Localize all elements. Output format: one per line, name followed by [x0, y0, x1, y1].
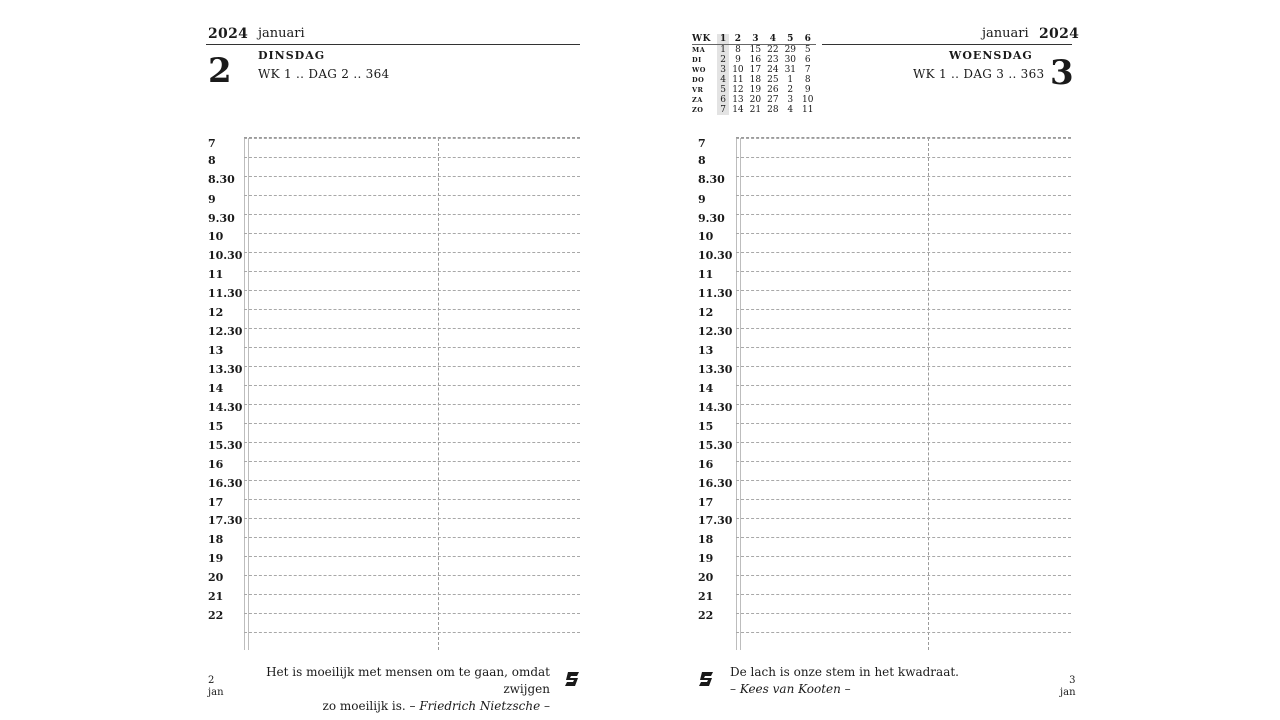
hour-label: 10.30 — [698, 249, 733, 262]
schedule-line — [736, 442, 1071, 443]
hour-label: 15.30 — [698, 439, 733, 452]
quote-author: Friedrich Nietzsche – — [419, 699, 550, 713]
schedule-line — [736, 613, 1071, 614]
hour-label: 9 — [208, 193, 216, 206]
schedule-line — [736, 518, 1071, 519]
mini-calendar-row — [692, 105, 816, 115]
calendar-date[interactable]: 10 — [802, 95, 814, 105]
calendar-date[interactable]: 29 — [784, 45, 797, 55]
calendar-date[interactable]: 23 — [767, 55, 779, 65]
hour-label: 14 — [208, 382, 224, 395]
schedule-line — [244, 404, 580, 405]
daily-quote — [246, 664, 550, 715]
calendar-date[interactable]: 30 — [784, 55, 797, 65]
hour-label: 8.30 — [698, 173, 725, 186]
calendar-date[interactable]: 13 — [732, 95, 744, 105]
hour-label: 17.30 — [698, 514, 733, 527]
calendar-date[interactable]: 11 — [732, 75, 744, 85]
schedule-line — [736, 138, 1071, 139]
hour-label: 12.30 — [698, 325, 733, 338]
hour-label: 19 — [698, 552, 714, 565]
left-diary-page — [206, 24, 586, 713]
quote-line: zo moeilijk is. – — [322, 699, 416, 713]
day-number: 2 — [208, 51, 232, 91]
calendar-date[interactable]: 1 — [717, 45, 729, 56]
hour-label: 15 — [208, 420, 224, 433]
calendar-date[interactable]: 4 — [717, 75, 729, 85]
hour-label: 7 — [208, 137, 216, 150]
schedule-line — [244, 632, 580, 633]
weekday-label: ZA — [692, 96, 703, 104]
week-label: WK — [692, 34, 717, 45]
hour-label: 11.30 — [208, 287, 243, 300]
schedule-line — [244, 556, 580, 557]
hour-label: 11.30 — [698, 287, 733, 300]
hour-label: 14.30 — [208, 401, 243, 414]
schedule-grid[interactable] — [244, 137, 580, 650]
hour-label: 11 — [208, 268, 224, 281]
hour-label: 12 — [698, 306, 714, 319]
weekday-label: MA — [692, 46, 706, 54]
footer-month: jan — [208, 687, 224, 698]
calendar-date[interactable]: 16 — [749, 55, 762, 65]
calendar-date[interactable]: 2 — [717, 55, 729, 65]
schedule-line — [244, 537, 580, 538]
calendar-date[interactable]: 27 — [767, 95, 779, 105]
week-number: 1 — [717, 34, 729, 45]
schedule-line — [736, 290, 1071, 291]
schedule-line — [736, 556, 1071, 557]
schedule-line — [244, 499, 580, 500]
day-name: DINSDAG — [258, 49, 326, 62]
hour-label: 17 — [208, 496, 224, 509]
header-rule — [822, 44, 1072, 45]
calendar-date[interactable]: 2 — [787, 85, 794, 95]
calendar-date[interactable]: 31 — [784, 65, 797, 75]
schedule-line — [244, 613, 580, 614]
hour-label: 18 — [698, 533, 714, 546]
schedule-line — [244, 480, 580, 481]
week-number: 2 — [729, 34, 746, 45]
calendar-date[interactable]: 24 — [767, 65, 779, 75]
schedule-line — [736, 252, 1071, 253]
schedule-line — [244, 575, 580, 576]
calendar-date[interactable]: 10 — [732, 65, 744, 75]
mini-calendar-row — [692, 55, 816, 65]
footer-date — [1060, 675, 1076, 699]
schedule-line — [244, 157, 580, 158]
mini-calendar-row — [692, 65, 816, 75]
calendar-date[interactable]: 21 — [749, 105, 762, 115]
footer-month: jan — [1060, 687, 1076, 698]
quote-author: – Kees van Kooten – — [730, 682, 851, 696]
hour-label: 9 — [698, 193, 706, 206]
hour-label: 8 — [208, 154, 216, 167]
week-info: WK 1 .. DAG 2 .. 364 — [258, 67, 390, 81]
calendar-date[interactable]: 9 — [804, 85, 811, 95]
right-diary-page — [692, 24, 1080, 704]
hour-label: 17.30 — [208, 514, 243, 527]
schedule-line — [244, 347, 580, 348]
hour-label: 12 — [208, 306, 224, 319]
schedule-line — [244, 176, 580, 177]
hour-label: 11 — [698, 268, 714, 281]
schedule-line — [736, 233, 1071, 234]
header-rule — [206, 44, 580, 45]
year: 2024 — [1039, 26, 1080, 42]
schedule-line — [244, 594, 580, 595]
schedule-line — [244, 252, 580, 253]
schedule-line — [736, 575, 1071, 576]
schedule-grid[interactable] — [736, 137, 1071, 650]
calendar-date[interactable]: 3 — [717, 65, 729, 75]
calendar-date[interactable]: 12 — [732, 85, 744, 95]
schedule-line — [736, 461, 1071, 462]
schedule-line — [244, 461, 580, 462]
calendar-date[interactable]: 17 — [749, 65, 762, 75]
calendar-date[interactable]: 26 — [767, 85, 779, 95]
calendar-date[interactable]: 1 — [787, 75, 794, 85]
calendar-date[interactable]: 7 — [717, 105, 729, 115]
schedule-line — [244, 290, 580, 291]
hour-label: 13.30 — [208, 363, 243, 376]
schedule-line — [244, 442, 580, 443]
schedule-line — [736, 176, 1071, 177]
hour-label: 16.30 — [698, 477, 733, 490]
weekday-label: DO — [692, 76, 705, 84]
schedule-line — [244, 328, 580, 329]
footer-day: 3 — [1069, 675, 1076, 686]
mini-calendar — [692, 34, 816, 115]
hour-label: 21 — [208, 590, 224, 603]
calendar-date[interactable]: 3 — [787, 95, 794, 105]
hour-label: 20 — [208, 571, 224, 584]
hour-label: 17 — [698, 496, 714, 509]
schedule-line — [244, 233, 580, 234]
weekday-label: DI — [692, 56, 702, 64]
schedule-line — [736, 537, 1071, 538]
calendar-date[interactable]: 8 — [735, 45, 741, 55]
schedule-line — [736, 423, 1071, 424]
schedule-line — [244, 214, 580, 215]
schedule-line — [244, 385, 580, 386]
calendar-date[interactable]: 5 — [804, 45, 811, 55]
schedule-line — [736, 385, 1071, 386]
quote-line: Het is moeilijk met mensen om te gaan, omdat zwijgen — [266, 665, 550, 696]
calendar-date[interactable]: 6 — [804, 55, 811, 65]
hour-label: 15 — [698, 420, 714, 433]
schedule-line — [736, 499, 1071, 500]
calendar-date[interactable]: 22 — [767, 45, 779, 55]
hour-label: 8 — [698, 154, 706, 167]
hour-label: 12.30 — [208, 325, 243, 338]
day-number: 3 — [1050, 53, 1074, 93]
week-info: WK 1 .. DAG 3 .. 363 — [913, 67, 1045, 81]
calendar-date[interactable]: 20 — [749, 95, 762, 105]
week-number: 6 — [799, 34, 816, 45]
mini-calendar-row — [692, 45, 816, 56]
mini-calendar-row — [692, 75, 816, 85]
footer-day: 2 — [208, 675, 215, 686]
schedule-line — [244, 366, 580, 367]
daily-quote — [730, 664, 990, 698]
schedule-line — [736, 366, 1071, 367]
schedule-line — [244, 423, 580, 424]
hour-label: 16 — [208, 458, 224, 471]
schedule-line — [736, 594, 1071, 595]
calendar-date[interactable]: 6 — [717, 95, 729, 105]
calendar-date[interactable]: 28 — [767, 105, 779, 115]
schedule-line — [736, 480, 1071, 481]
schedule-line — [244, 309, 580, 310]
publisher-logo-icon — [564, 670, 582, 688]
schedule-line — [244, 138, 580, 139]
mini-calendar-row — [692, 95, 816, 105]
week-number: 5 — [782, 34, 799, 45]
weekday-label: VR — [692, 86, 704, 94]
hour-label: 13 — [208, 344, 224, 357]
hour-label: 16.30 — [208, 477, 243, 490]
quote-line: De lach is onze stem in het kwadraat. — [730, 665, 959, 679]
calendar-date[interactable]: 15 — [749, 45, 762, 55]
hour-label: 10.30 — [208, 249, 243, 262]
week-number: 3 — [747, 34, 764, 45]
hour-label: 22 — [698, 609, 714, 622]
hour-label: 16 — [698, 458, 714, 471]
schedule-line — [736, 195, 1071, 196]
hour-label: 22 — [208, 609, 224, 622]
publisher-logo-icon — [698, 670, 716, 688]
year: 2024 — [208, 26, 249, 42]
schedule-line — [736, 157, 1071, 158]
schedule-line — [736, 214, 1071, 215]
hour-label: 9.30 — [208, 212, 235, 225]
week-number: 4 — [764, 34, 781, 45]
hour-label: 10 — [698, 230, 714, 243]
schedule-line — [736, 347, 1071, 348]
schedule-line — [736, 404, 1071, 405]
calendar-date[interactable]: 9 — [735, 55, 741, 65]
calendar-date[interactable]: 19 — [749, 85, 762, 95]
hour-label: 19 — [208, 552, 224, 565]
hour-label: 14 — [698, 382, 714, 395]
schedule-line — [244, 271, 580, 272]
calendar-date[interactable]: 8 — [804, 75, 811, 85]
hour-label: 14.30 — [698, 401, 733, 414]
schedule-line — [244, 518, 580, 519]
calendar-date[interactable]: 25 — [767, 75, 779, 85]
calendar-date[interactable]: 4 — [787, 105, 794, 115]
hour-label: 15.30 — [208, 439, 243, 452]
hour-label: 13.30 — [698, 363, 733, 376]
calendar-date[interactable]: 14 — [732, 105, 744, 115]
schedule-line — [736, 632, 1071, 633]
hour-label: 20 — [698, 571, 714, 584]
schedule-line — [244, 195, 580, 196]
hour-label: 10 — [208, 230, 224, 243]
hour-label: 7 — [698, 137, 706, 150]
schedule-line — [736, 309, 1071, 310]
hour-label: 13 — [698, 344, 714, 357]
schedule-line — [736, 271, 1071, 272]
weekday-label: WO — [692, 66, 706, 74]
hour-label: 21 — [698, 590, 714, 603]
weekday-label: ZO — [692, 106, 704, 114]
month: januari — [258, 26, 305, 41]
day-name: WOENSDAG — [949, 49, 1033, 62]
calendar-date[interactable]: 7 — [804, 65, 811, 75]
calendar-date[interactable]: 11 — [802, 105, 814, 115]
footer-date — [208, 675, 224, 699]
hour-label: 9.30 — [698, 212, 725, 225]
mini-calendar-row — [692, 85, 816, 95]
hour-label: 8.30 — [208, 173, 235, 186]
month: januari — [982, 26, 1029, 41]
calendar-date[interactable]: 18 — [749, 75, 762, 85]
hour-label: 18 — [208, 533, 224, 546]
calendar-date[interactable]: 5 — [717, 85, 729, 95]
schedule-line — [736, 328, 1071, 329]
